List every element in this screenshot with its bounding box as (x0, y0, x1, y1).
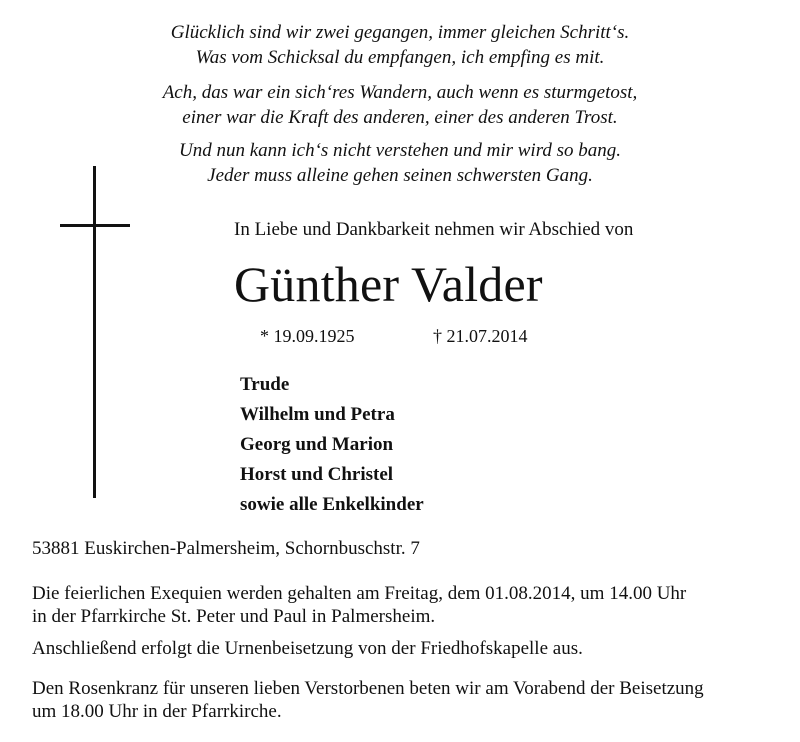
poem-line: Jeder muss alleine gehen seinen schwersten Gang. (207, 165, 593, 186)
cross-vertical-bar (93, 166, 96, 498)
cross-horizontal-bar (60, 224, 130, 227)
poem-stanza-3 (0, 138, 800, 188)
address: 53881 Euskirchen-Palmersheim, Schornbuschstr. 7 (32, 538, 420, 559)
mourner: Trude (240, 374, 290, 395)
info-line: Anschließend erfolgt die Urnenbeisetzung von der Friedhofskapelle aus. (32, 638, 583, 659)
poem-stanza-1 (0, 20, 800, 70)
poem-stanza-2 (0, 80, 800, 130)
poem-line: Glücklich sind wir zwei gegangen, immer gleichen Schritt‘s. (170, 22, 630, 43)
mourner: sowie alle Enkelkinder (240, 494, 424, 515)
info-urn-burial (32, 637, 583, 660)
info-line: Die feierlichen Exequien werden gehalten am Freitag, dem 01.08.2014, um 14.00 Uhr (32, 583, 687, 604)
info-line: Den Rosenkranz für unseren lieben Verstorbenen beten wir am Vorabend der Beisetzung (32, 678, 704, 699)
deceased-name: Günther Valder (234, 256, 543, 312)
death-date: † 21.07.2014 (433, 326, 528, 346)
farewell-intro: In Liebe und Dankbarkeit nehmen wir Abschied von (234, 219, 634, 240)
mourner: Horst und Christel (240, 464, 394, 485)
birth-date: * 19.09.1925 (260, 326, 355, 346)
info-rosary (32, 677, 704, 723)
info-line: in der Pfarrkirche St. Peter und Paul in Palmersheim. (32, 606, 436, 627)
mourner: Georg und Marion (240, 434, 394, 455)
poem-line: Und nun kann ich‘s nicht verstehen und mir wird so bang. (178, 140, 622, 161)
mourner: Wilhelm und Petra (240, 404, 395, 425)
info-exequien (32, 582, 686, 628)
poem-line: Ach, das war ein sich‘res Wandern, auch wenn es sturmgetost, (162, 82, 638, 103)
info-line: um 18.00 Uhr in der Pfarrkirche. (32, 701, 282, 722)
poem-line: Was vom Schicksal du empfangen, ich empfing es mit. (195, 47, 605, 68)
poem-line: einer war die Kraft des anderen, einer des anderen Trost. (182, 107, 618, 128)
mourners-list (240, 370, 424, 520)
